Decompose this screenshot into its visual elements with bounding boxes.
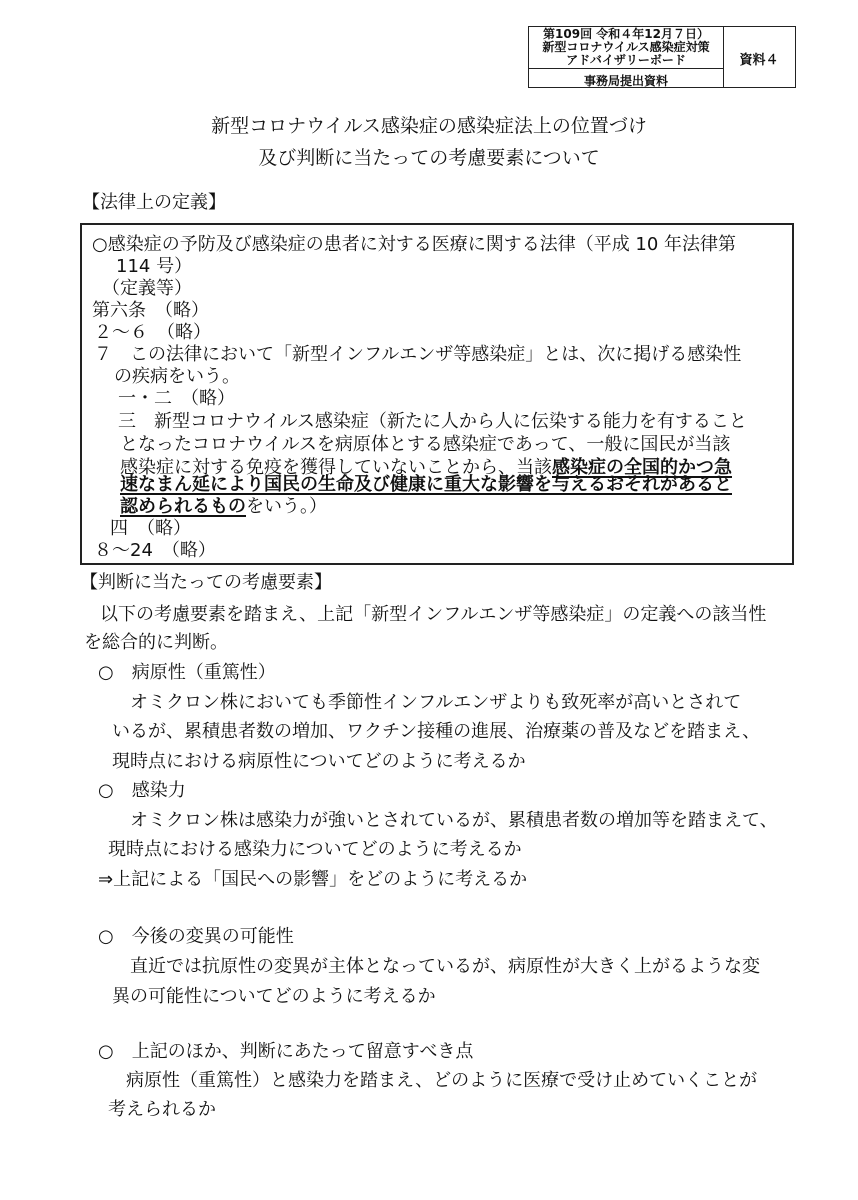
item-3-line4-emphasis: 速なまん延により国民の生命及び健康に重大な影響を与えるおそれがあると	[120, 474, 732, 495]
material-number: 資料４	[739, 53, 779, 68]
document-stamp-box	[528, 26, 796, 88]
paragraph-7-line2: の疾病をいう。	[114, 366, 240, 387]
public-impact-question: ⇒上記による「国民への影響」をどのように考えるか	[98, 869, 528, 890]
meeting-date: 第109回 令和４年12月７日）	[543, 27, 709, 41]
infectivity-heading: ○ 感染力	[98, 780, 186, 801]
definitions-caption: （定義等）	[102, 278, 192, 299]
legal-definition-heading: 【法律上の定義】	[82, 192, 226, 213]
item-4: 四 （略）	[110, 518, 191, 539]
item-3-line5-plain: をいう。）	[246, 496, 327, 517]
other-points-heading: ○ 上記のほか、判断にあたって留意すべき点	[98, 1041, 474, 1062]
item-3-line3-plain: 感染症に対する免疫を獲得していないことから、当該	[120, 457, 552, 478]
item-3-line5	[120, 496, 327, 518]
infectivity-line2: 現時点における感染力についてどのように考えるか	[108, 839, 522, 860]
paragraph-2-6: ２～６ （略）	[94, 322, 211, 343]
paragraph-8-24: ８～24 （略）	[94, 540, 216, 561]
intro-line2: を総合的に判断。	[84, 632, 228, 653]
pathogenicity-line3: 現時点における病原性についてどのように考えるか	[112, 751, 526, 772]
mutation-line2: 異の可能性についてどのように考えるか	[112, 986, 436, 1007]
item-3-line5-emphasis: 認められるもの	[120, 496, 246, 517]
document-title-line2: 及び判断に当たっての考慮要素について	[258, 147, 600, 169]
other-points-line1: 病原性（重篤性）と感染力を踏まえ、どのように医療で受け止めていくことが	[126, 1070, 758, 1091]
item-3-line1: 三 新型コロナウイルス感染症（新たに人から人に伝染する能力を有すること	[118, 411, 747, 432]
pathogenicity-heading: ○ 病原性（重篤性）	[98, 662, 276, 683]
stamp-divider-horizontal	[529, 68, 723, 69]
law-title-line2: 114 号）	[116, 256, 193, 277]
paragraph-7-line1: ７ この法律において「新型インフルエンザ等感染症」とは、次に掲げる感染性	[94, 344, 742, 365]
mutation-heading: ○ 今後の変異の可能性	[98, 926, 294, 947]
intro-line1: 以下の考慮要素を踏まえ、上記「新型インフルエンザ等感染症」の定義への該当性	[100, 604, 767, 625]
pathogenicity-line1: オミクロン株においても季節性インフルエンザよりも致死率が高いとされて	[130, 692, 742, 713]
infectivity-line1: オミクロン株は感染力が強いとされているが、累積患者数の増加等を踏まえて、	[130, 810, 778, 831]
article-6: 第六条 （略）	[92, 300, 209, 321]
other-points-line2: 考えられるか	[108, 1099, 216, 1120]
submitted-by: 事務局提出資料	[583, 74, 668, 88]
board-name-line1: 新型コロナウイルス感染症対策	[542, 40, 710, 54]
considerations-heading: 【判断に当たっての考慮要素】	[80, 572, 332, 593]
mutation-line1: 直近では抗原性の変異が主体となっているが、病原性が大きく上がるような変	[130, 956, 760, 977]
board-name-line2: アドバイザリーボード	[566, 53, 686, 67]
document-title-line1: 新型コロナウイルス感染症の感染症法上の位置づけ	[211, 115, 647, 137]
law-title-line1: ○感染症の予防及び感染症の患者に対する医療に関する法律（平成 10 年法律第	[92, 234, 737, 255]
item-3-line3-emphasis: 感染症の全国的かつ急	[552, 457, 732, 478]
item-3-line2: となったコロナウイルスを病原体とする感染症であって、一般に国民が当該	[120, 434, 731, 455]
pathogenicity-line2: いるが、累積患者数の増加、ワクチン接種の進展、治療薬の普及などを踏まえ、	[112, 721, 761, 742]
items-1-2: 一・二 （略）	[118, 388, 235, 409]
